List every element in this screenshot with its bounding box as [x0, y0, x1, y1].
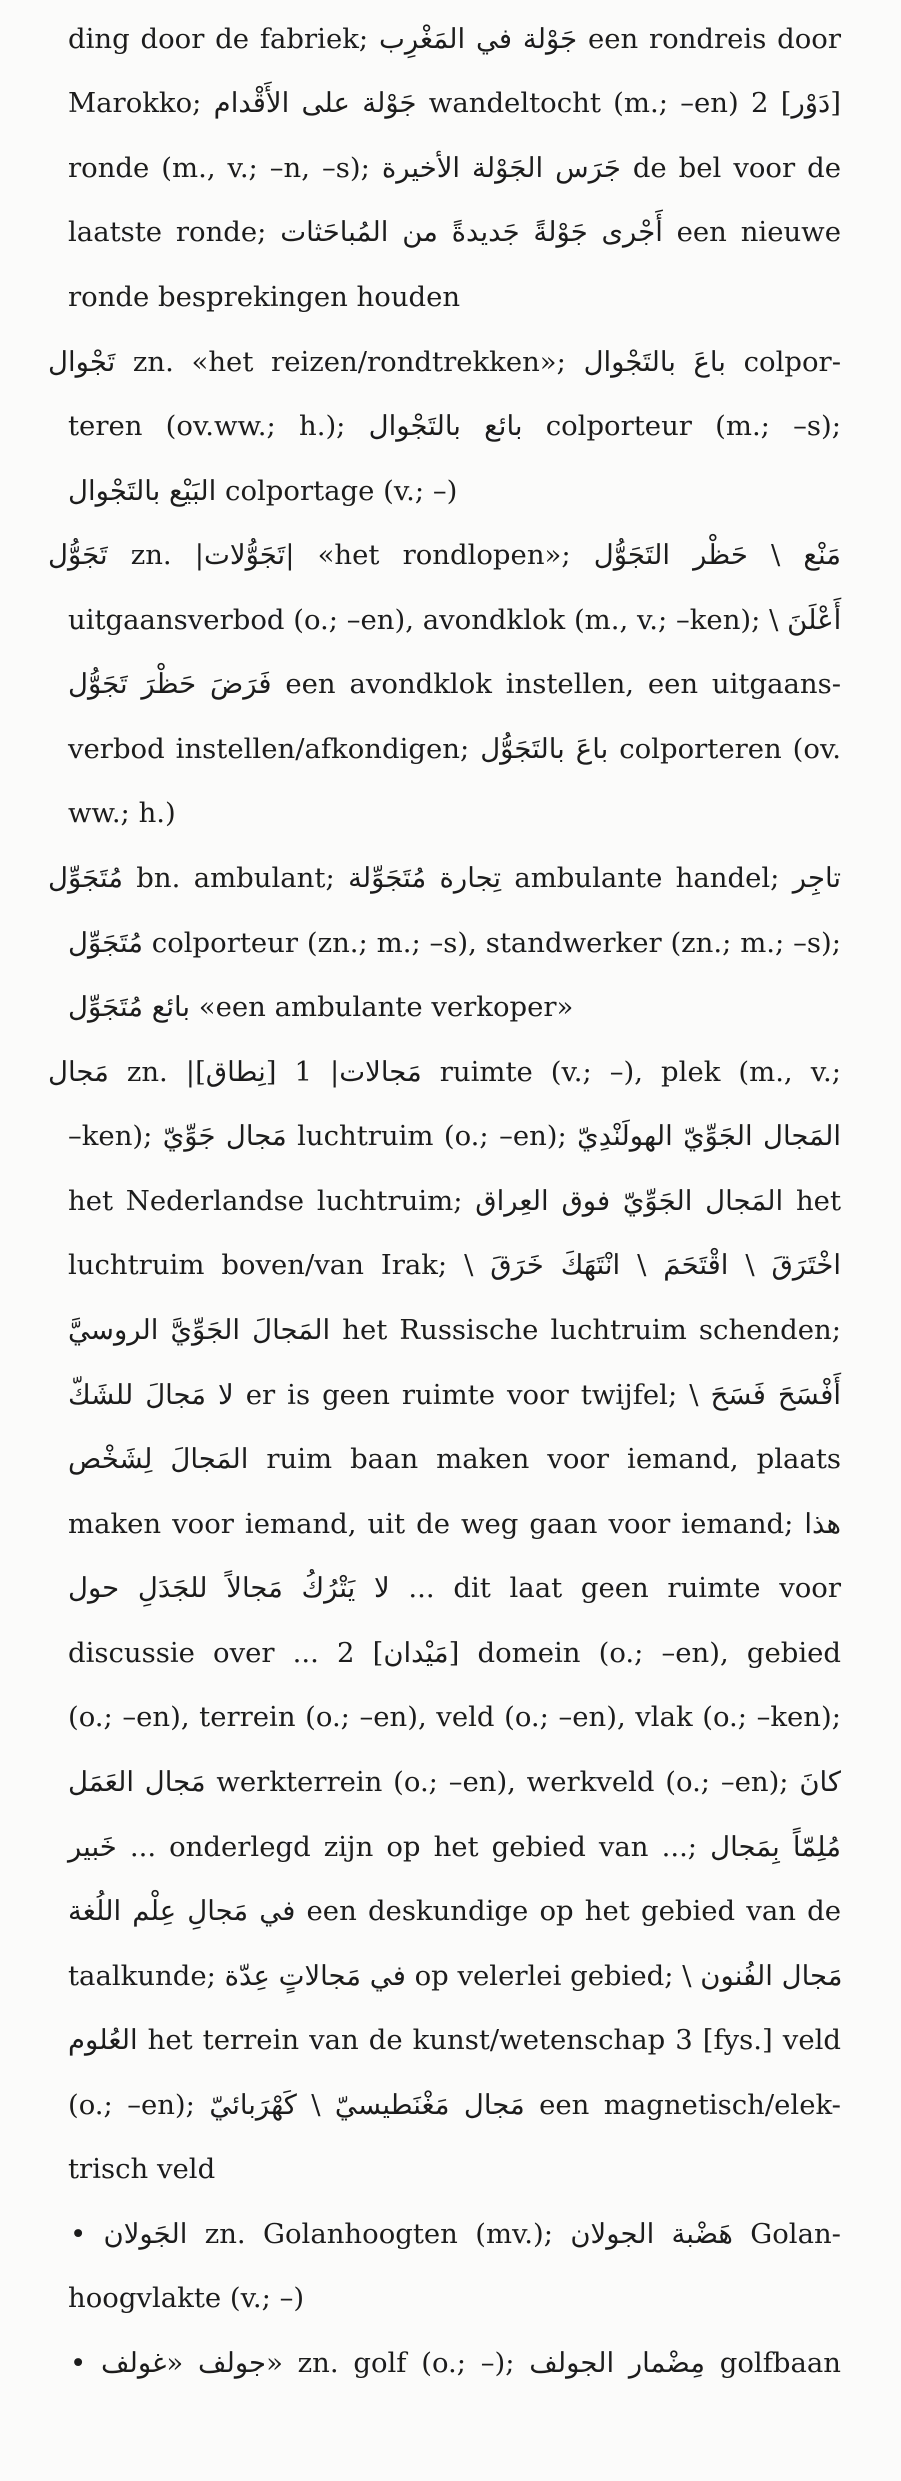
text-line [0, 143, 901, 193]
text-line [0, 2273, 901, 2323]
entry-headword-line [0, 2209, 901, 2259]
line-text: تَجْوال zn. «het reizen/rondtrekken»; باعَ بالتَجْوال colpor- [48, 346, 841, 378]
text-line [0, 1886, 901, 1936]
line-text: العُلوم het terrein van de kunst/wetenschap 3 [fys.] veld [68, 2024, 841, 2056]
entry-headword-line [0, 337, 901, 387]
line-text: لا مَجالَ للشَكّ er is geen ruimte voor twijfel; \ أَفْسَحَ فَسَحَ [68, 1379, 842, 1411]
line-text: تَجَوُّل zn. |تَجَوُّلات| «het rondlopen»; مَنْع \ حَظْر التَجَوُّل [48, 539, 841, 571]
text-line [0, 2144, 901, 2194]
text-line [0, 14, 901, 64]
text-line [0, 982, 901, 1032]
line-text: ding door de fabriek; جَوْلة في المَغْرِب een rondreis door [68, 23, 841, 55]
entry-headword-line [0, 2338, 901, 2388]
text-line [0, 466, 901, 516]
text-line [0, 272, 901, 322]
text-line [0, 918, 901, 968]
line-text: بائع مُتَجَوِّل «een ambulante verkoper» [68, 991, 574, 1023]
text-line [0, 78, 901, 128]
text-line [0, 1176, 901, 1226]
line-text: discussie over ... 2 [مَيْدان] domein (o.; –en), gebied [68, 1637, 841, 1669]
line-text: uitgaansverbod (o.; –en), avondklok (m., v.; –ken); \ أَعْلَنَ [68, 604, 842, 636]
text-line [0, 1951, 901, 2001]
line-text: المَجالَ الجَوِّيَّ الروسيَّ het Russische luchtruim schenden; [68, 1314, 842, 1346]
line-text: فَرَضَ حَظْرَ تَجَوُّل een avondklok instellen, een uitgaans- [68, 668, 841, 700]
text-line [0, 659, 901, 709]
line-text: hoogvlakte (v.; –) [68, 2282, 305, 2314]
text-line [0, 788, 901, 838]
text-line [0, 724, 901, 774]
text-line [0, 2080, 901, 2130]
line-text: verbod instellen/afkondigen; باعَ بالتَجَوُّل colporteren (ov. [68, 733, 841, 765]
text-line [0, 207, 901, 257]
line-text: في مَجالِ عِلْم اللُغة een deskundige op het gebied van de [68, 1895, 841, 1927]
line-text: –ken); مَجال جَوِّيّ luchtruim (o.; –en); المَجال الجَوِّيّ الهولَنْدِيّ [68, 1120, 841, 1152]
entry-headword-line [0, 853, 901, 903]
line-text: Marokko; جَوْلة على الأَقْدام wandeltocht (m.; –en) 2 [دَوْر] [68, 87, 841, 119]
text-line [0, 1434, 901, 1484]
line-text: trisch veld [68, 2153, 216, 2185]
text-line [0, 1240, 901, 1290]
text-line [0, 1692, 901, 1742]
text-line [0, 1370, 901, 1420]
line-text: maken voor iemand, uit de weg gaan voor iemand; هذا [68, 1508, 841, 1540]
line-text: المَجالَ لِشَخْص ruim baan maken voor iemand, plaats [68, 1443, 841, 1475]
line-text: ww.; h.) [68, 797, 176, 829]
entry-headword-line [0, 1047, 901, 1097]
text-line [0, 1305, 901, 1355]
line-text: مُتَجَوِّل bn. ambulant; تِجارة مُتَجَوِّلة ambulante handel; تاجِر [48, 862, 841, 894]
text-line [0, 1757, 901, 1807]
line-text: het Nederlandse luchtruim; المَجال الجَوِّيّ فوق العِراق het [68, 1185, 842, 1217]
text-line [0, 401, 901, 451]
line-text: (o.; –en), terrein (o.; –en), veld (o.; –en), vlak (o.; –ken); [68, 1701, 841, 1733]
text-line [0, 1111, 901, 1161]
line-text: لا يَتْرُكُ مَجالاً للجَدَلِ حول ... dit laat geen ruimte voor [68, 1572, 841, 1604]
line-text: مُتَجَوِّل colporteur (zn.; m.; –s), standwerker (zn.; m.; –s); [68, 927, 841, 959]
text-line [0, 2015, 901, 2065]
line-text: • جولف «غولف» zn. golf (o.; –); مِضْمار الجولف golfbaan [70, 2347, 842, 2379]
text-line [0, 1628, 901, 1678]
text-line [0, 1822, 901, 1872]
line-text: • الجَولان zn. Golanhoogten (mv.); هَضْبة الجولان Golan- [70, 2218, 841, 2250]
text-line [0, 1563, 901, 1613]
line-text: البَيْع بالتَجْوال colportage (v.; –) [68, 475, 458, 507]
text-line [0, 1499, 901, 1549]
line-text: (o.; –en); مَجال مَغْنَطيسيّ \ كَهْرَبائيّ een magnetisch/elek- [68, 2089, 841, 2121]
line-text: laatste ronde; أَجْرى جَوْلةً جَديدةً من المُباحَثات een nieuwe [68, 216, 841, 248]
line-text: teren (ov.ww.; h.); بائع بالتَجْوال colporteur (m.; –s); [68, 410, 842, 442]
line-text: مَجال العَمَل werkterrein (o.; –en), werkveld (o.; –en); كانَ [68, 1766, 841, 1798]
line-text: luchtruim boven/van Irak; \ اخْتَرَقَ \ اقْتَحَمَ \ انْتَهَكَ خَرَقَ [68, 1249, 841, 1281]
line-text: ronde (m., v.; –n, –s); جَرَس الجَوْلة الأخيرة de bel voor de [68, 152, 841, 184]
line-text: مَجال zn. |مَجالات| 1 [نِطاق] ruimte (v.; –), plek (m., v.; [48, 1056, 841, 1088]
text-line [0, 595, 901, 645]
line-text: خَبير ... onderlegd zijn op het gebied van ...; مُلِمّاً بِمَجال [68, 1831, 841, 1863]
line-text: ronde besprekingen houden [68, 281, 461, 313]
entry-headword-line [0, 530, 901, 580]
line-text: taalkunde; في مَجالاتٍ عِدّة op velerlei gebied; \ مَجال الفُنون [68, 1960, 843, 1992]
